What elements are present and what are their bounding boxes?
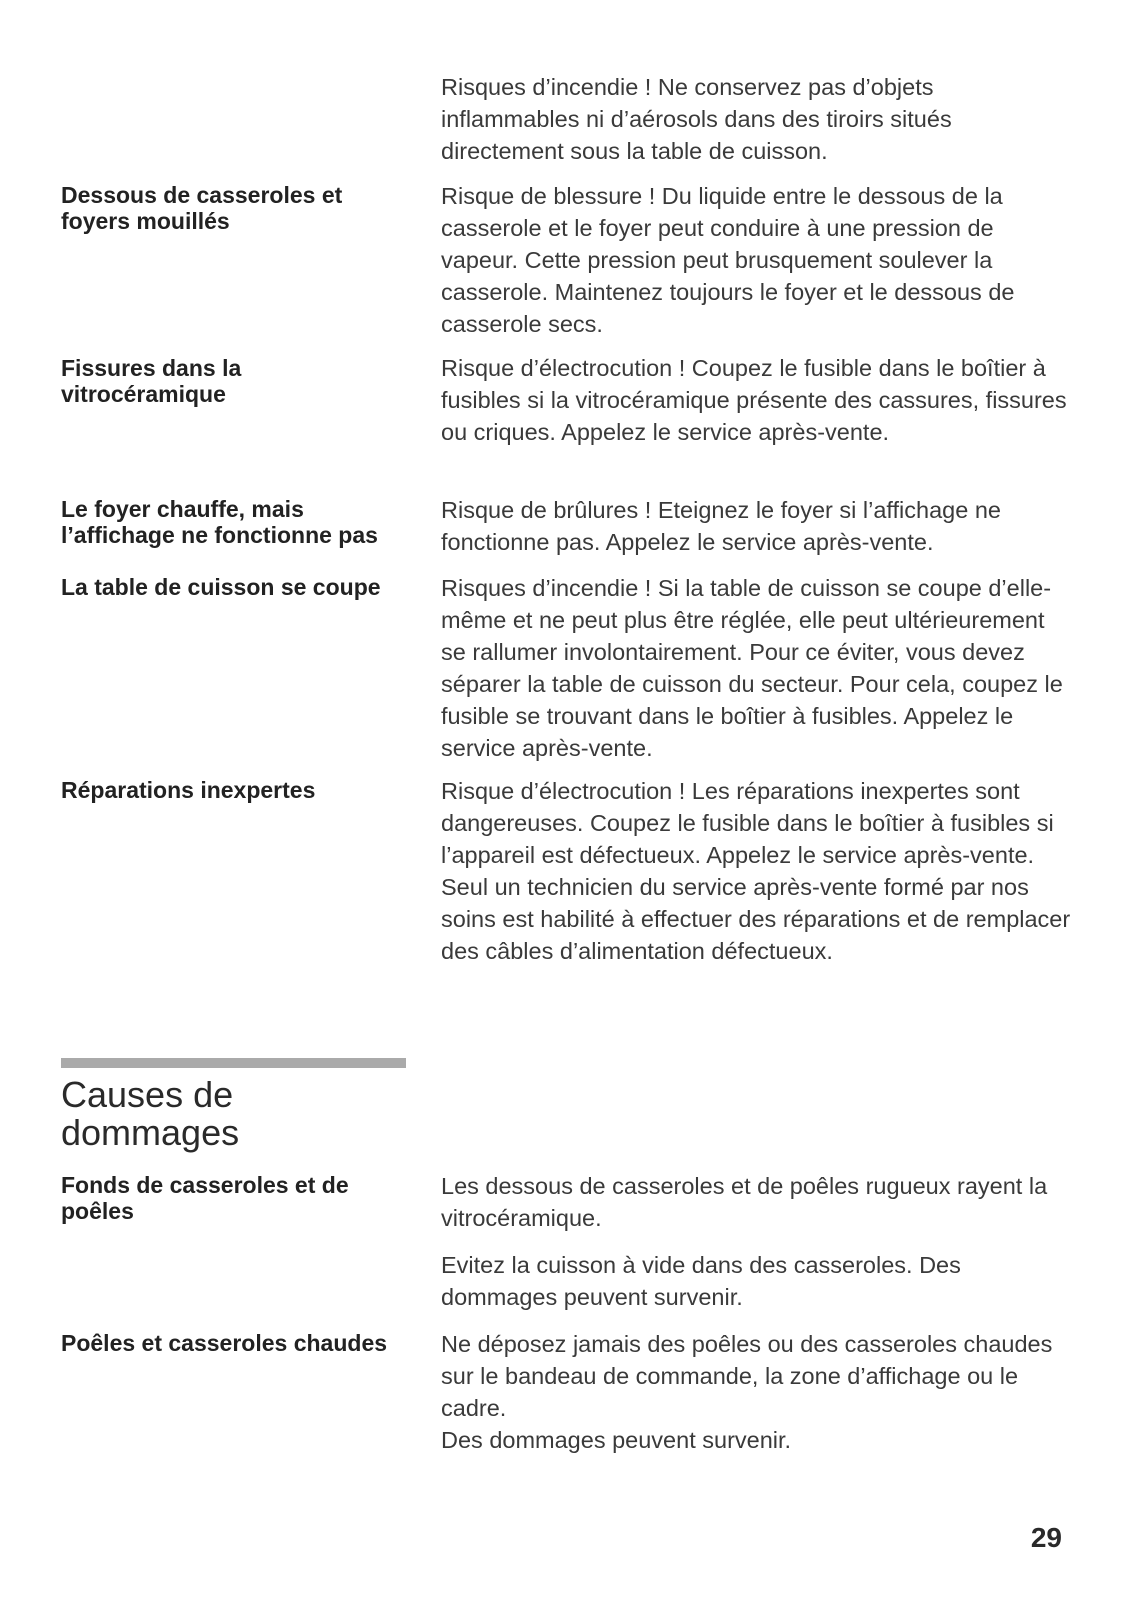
section-rule bbox=[61, 1058, 406, 1068]
text-hot-pans-line1: Ne déposez jamais des poêles ou des casseroles chaudes sur le bandeau de commande, la zone d’affichage ou le cadre. bbox=[441, 1331, 1053, 1421]
heading-display-failure: Le foyer chauffe, mais l’affichage ne fonctionne pas bbox=[61, 496, 378, 548]
text-pan-bottoms: Les dessous de casseroles et de poêles rugueux rayent la vitrocéramique. bbox=[441, 1173, 1048, 1231]
text-hob-switches-off: Risques d’incendie ! Si la table de cuisson se coupe d’elle-même et ne peut plus être réglée, elle peut ultérieurement se rallumer involontairement. Pour ce éviter, vous devez séparer la table de cuisson du secteur. Pour cela, coupez le fusible se trouvant dans le boîtier à fusibles. Appelez le service après-vente. bbox=[441, 575, 1063, 761]
section-title: Causes de dommages bbox=[61, 1074, 240, 1153]
text-empty-cooking: Evitez la cuisson à vide dans des casseroles. Des dommages peuvent survenir. bbox=[441, 1252, 961, 1310]
heading-improper-repairs: Réparations inexpertes bbox=[61, 777, 316, 803]
heading-hot-pans: Poêles et casseroles chaudes bbox=[61, 1330, 388, 1356]
text-cracks: Risque d’électrocution ! Coupez le fusible dans le boîtier à fusibles si la vitrocéramique présente des cassures, fissures ou criques. Appelez le service après-vente. bbox=[441, 355, 1067, 445]
intro-warning-text: Risques d’incendie ! Ne conservez pas d’objets inflammables ni d’aérosols dans des tiroirs situés directement sous la table de cuisson. bbox=[441, 74, 952, 164]
heading-cracks: Fissures dans la vitrocéramique bbox=[61, 355, 242, 407]
text-hot-pans-line2: Des dommages peuvent survenir. bbox=[441, 1427, 792, 1453]
text-improper-repairs: Risque d’électrocution ! Les réparations inexpertes sont dangereuses. Coupez le fusible dans le boîtier à fusibles si l’appareil est défectueux. Appelez le service après-vente. Seul un technicien du service après-vente formé par nos soins est habilité à effectuer des réparations et de remplacer des câbles d’alimentation défectueux. bbox=[441, 778, 1071, 964]
text-display-failure: Risque de brûlures ! Eteignez le foyer si l’affichage ne fonctionne pas. Appelez le service après-vente. bbox=[441, 497, 1001, 555]
heading-pan-bottoms: Fonds de casseroles et de poêles bbox=[61, 1172, 349, 1224]
heading-wet-pans: Dessous de casseroles et foyers mouillés bbox=[61, 182, 343, 234]
heading-hob-switches-off: La table de cuisson se coupe bbox=[61, 574, 381, 600]
text-hot-pans bbox=[441, 1328, 1071, 1456]
text-wet-pans: Risque de blessure ! Du liquide entre le dessous de la casserole et le foyer peut conduire à une pression de vapeur. Cette pression peut brusquement soulever la casserole. Maintenez toujours le foyer et le dessous de casserole secs. bbox=[441, 183, 1015, 337]
page-number: 29 bbox=[1030, 1522, 1062, 1553]
